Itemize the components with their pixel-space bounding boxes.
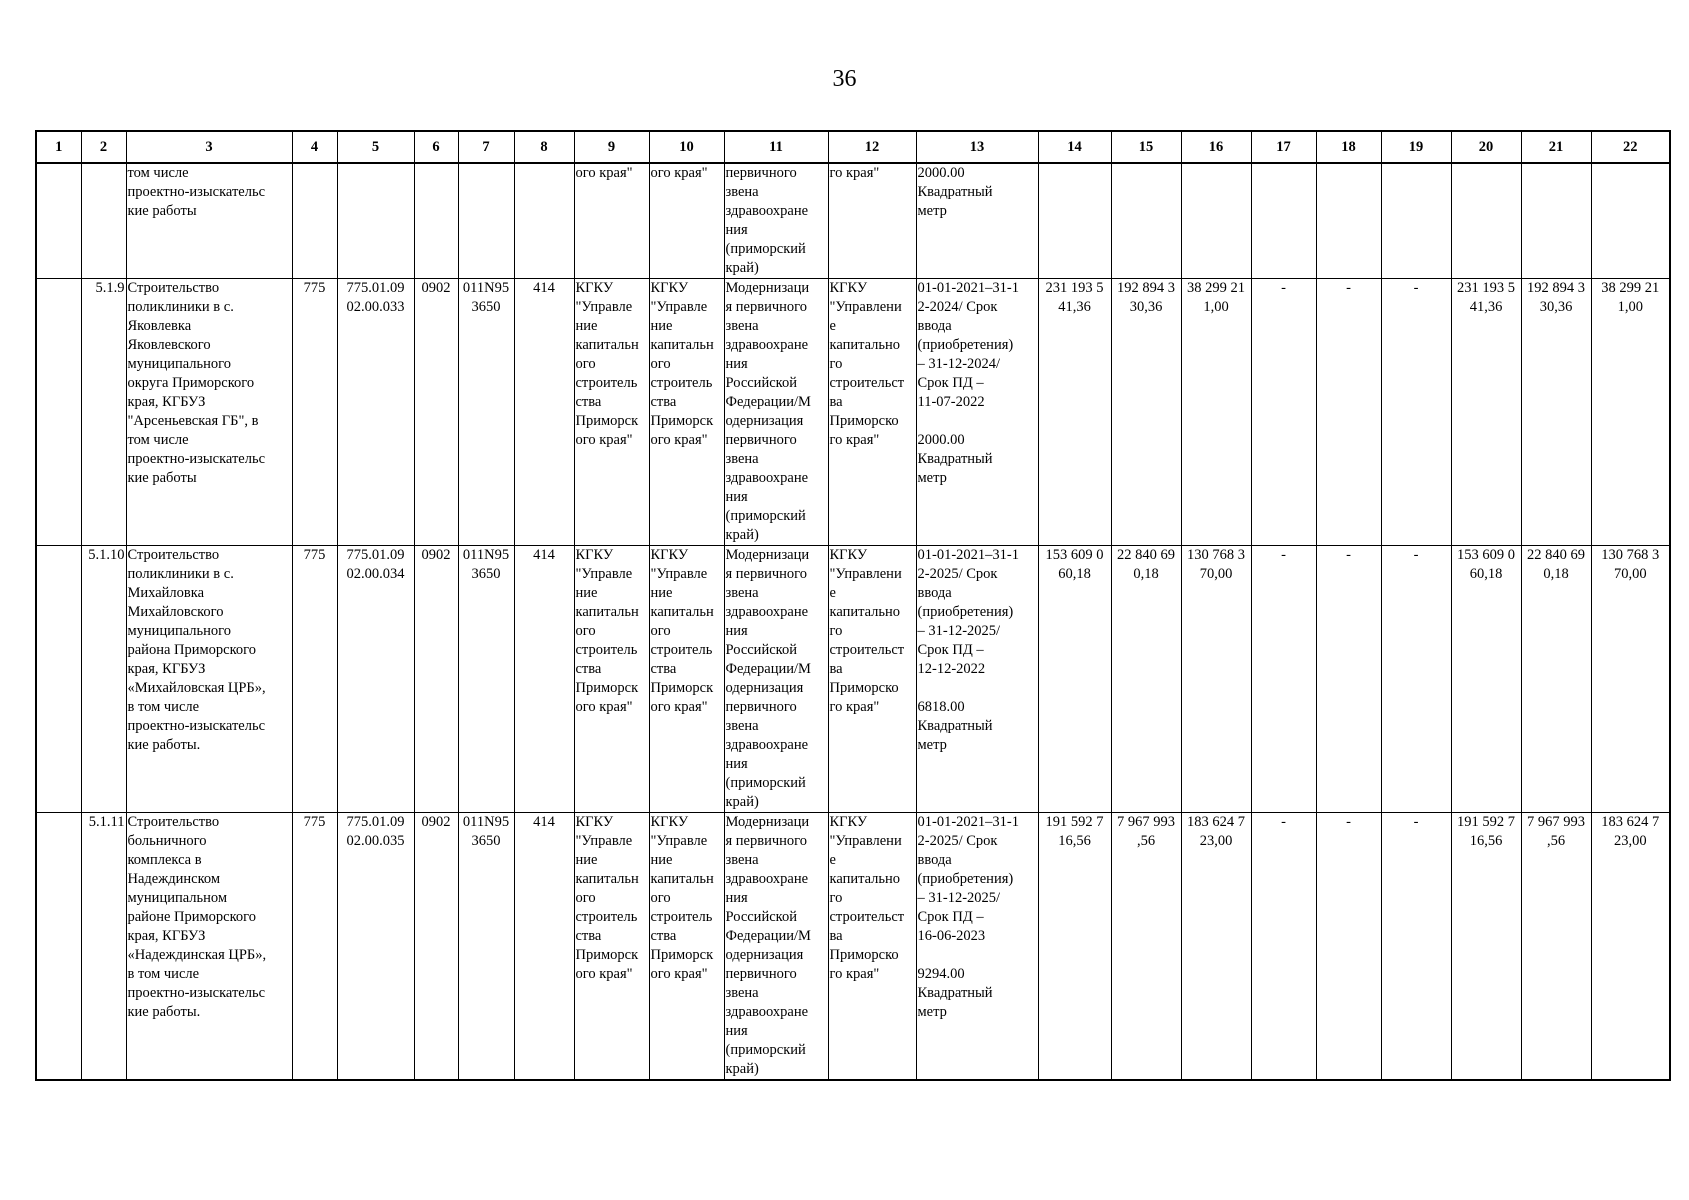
column-header-18: 18 [1316,131,1381,163]
column-header-7: 7 [458,131,514,163]
cell-col-10: КГКУ "Управле ние капитальн ого строитель ства Приморск ого края" [649,546,724,813]
cell-col-21: 192 894 3 30,36 [1521,279,1591,546]
column-header-17: 17 [1251,131,1316,163]
column-header-20: 20 [1451,131,1521,163]
cell-col-2: 5.1.10 [81,546,126,813]
column-header-3: 3 [126,131,292,163]
column-header-16: 16 [1181,131,1251,163]
cell-col-8: 414 [514,813,574,1081]
cell-col-10: ого края" [649,163,724,279]
column-header-19: 19 [1381,131,1451,163]
table-row [36,163,1670,279]
cell-col-12: КГКУ "Управлени е капитально го строительст ва Приморско го края" [828,813,916,1081]
cell-col-7: 011N95 3650 [458,813,514,1081]
cell-col-2: 5.1.9 [81,279,126,546]
cell-col-18 [1316,163,1381,279]
cell-col-19: - [1381,813,1451,1081]
cell-col-13: 01-01-2021–31-1 2-2025/ Срок ввода (приобретения) – 31-12-2025/ Срок ПД – 16-06-2023 9294.00 Квадратный метр [916,813,1038,1081]
cell-col-6: 0902 [414,546,458,813]
cell-col-15: 22 840 69 0,18 [1111,546,1181,813]
header-row [36,131,1670,163]
column-header-14: 14 [1038,131,1111,163]
cell-col-7: 011N95 3650 [458,279,514,546]
page-number: 36 [832,66,857,92]
cell-col-11: Модернизаци я первичного звена здравоохране ния Российской Федерации/М одернизация первичного звена здравоохране ния (приморский край) [724,813,828,1081]
cell-col-17: - [1251,279,1316,546]
cell-col-16: 38 299 21 1,00 [1181,279,1251,546]
table-row [36,546,1670,813]
cell-col-6: 0902 [414,279,458,546]
cell-col-1 [36,813,81,1081]
column-header-2: 2 [81,131,126,163]
table-row [36,279,1670,546]
cell-col-9: ого края" [574,163,649,279]
cell-col-20 [1451,163,1521,279]
cell-col-13: 01-01-2021–31-1 2-2025/ Срок ввода (приобретения) – 31-12-2025/ Срок ПД – 12-12-2022 6818.00 Квадратный метр [916,546,1038,813]
cell-col-14: 191 592 7 16,56 [1038,813,1111,1081]
cell-col-17: - [1251,813,1316,1081]
column-header-9: 9 [574,131,649,163]
cell-col-22: 38 299 21 1,00 [1591,279,1670,546]
cell-col-19: - [1381,279,1451,546]
cell-col-5: 775.01.09 02.00.033 [337,279,414,546]
cell-col-5: 775.01.09 02.00.034 [337,546,414,813]
cell-col-20: 191 592 7 16,56 [1451,813,1521,1081]
cell-col-18: - [1316,813,1381,1081]
table-row [36,813,1670,1081]
column-header-1: 1 [36,131,81,163]
cell-col-8: 414 [514,279,574,546]
cell-col-8 [514,163,574,279]
cell-col-10: КГКУ "Управле ние капитальн ого строитель ства Приморск ого края" [649,813,724,1081]
cell-col-2 [81,163,126,279]
cell-col-11: первичного звена здравоохране ния (приморский край) [724,163,828,279]
cell-col-22: 130 768 3 70,00 [1591,546,1670,813]
cell-col-17 [1251,163,1316,279]
cell-col-1 [36,279,81,546]
cell-col-4: 775 [292,279,337,546]
cell-col-1 [36,546,81,813]
cell-col-3: том числе проектно-изыскательс кие работы [126,163,292,279]
column-header-6: 6 [414,131,458,163]
cell-col-15 [1111,163,1181,279]
cell-col-12: КГКУ "Управлени е капитально го строительст ва Приморско го края" [828,279,916,546]
cell-col-21: 7 967 993 ,56 [1521,813,1591,1081]
cell-col-9: КГКУ "Управле ние капитальн ого строитель ства Приморск ого края" [574,813,649,1081]
cell-col-12: го края" [828,163,916,279]
cell-col-18: - [1316,279,1381,546]
column-header-4: 4 [292,131,337,163]
cell-col-3: Строительство поликлиники в с. Михайловка Михайловского муниципального района Приморского края, КГБУЗ «Михайловская ЦРБ», в том числе проектно-изыскательс кие работы. [126,546,292,813]
cell-col-17: - [1251,546,1316,813]
cell-col-22: 183 624 7 23,00 [1591,813,1670,1081]
cell-col-6: 0902 [414,813,458,1081]
cell-col-16: 183 624 7 23,00 [1181,813,1251,1081]
cell-col-6 [414,163,458,279]
cell-col-20: 153 609 0 60,18 [1451,546,1521,813]
cell-col-9: КГКУ "Управле ние капитальн ого строитель ства Приморск ого края" [574,546,649,813]
cell-col-4: 775 [292,546,337,813]
cell-col-4 [292,163,337,279]
column-header-12: 12 [828,131,916,163]
cell-col-20: 231 193 5 41,36 [1451,279,1521,546]
cell-col-3: Строительство больничного комплекса в Надеждинском муниципальном районе Приморского края, КГБУЗ «Надеждинская ЦРБ», в том числе проектно-изыскательс кие работы. [126,813,292,1081]
cell-col-21: 22 840 69 0,18 [1521,546,1591,813]
cell-col-3: Строительство поликлиники в с. Яковлевка Яковлевского муниципального округа Приморского края, КГБУЗ "Арсеньевская ГБ", в том числе проектно-изыскательс кие работы [126,279,292,546]
cell-col-11: Модернизаци я первичного звена здравоохране ния Российской Федерации/М одернизация первичного звена здравоохране ния (приморский край) [724,546,828,813]
cell-col-15: 192 894 3 30,36 [1111,279,1181,546]
cell-col-1 [36,163,81,279]
cell-col-9: КГКУ "Управле ние капитальн ого строитель ства Приморск ого края" [574,279,649,546]
cell-col-11: Модернизаци я первичного звена здравоохране ния Российской Федерации/М одернизация первичного звена здравоохране ния (приморский край) [724,279,828,546]
cell-col-16: 130 768 3 70,00 [1181,546,1251,813]
cell-col-12: КГКУ "Управлени е капитально го строительст ва Приморско го края" [828,546,916,813]
cell-col-2: 5.1.11 [81,813,126,1081]
column-header-13: 13 [916,131,1038,163]
cell-col-13: 01-01-2021–31-1 2-2024/ Срок ввода (приобретения) – 31-12-2024/ Срок ПД – 11-07-2022 2000.00 Квадратный метр [916,279,1038,546]
budget-table [35,130,1671,1081]
cell-col-8: 414 [514,546,574,813]
cell-col-14: 153 609 0 60,18 [1038,546,1111,813]
cell-col-5 [337,163,414,279]
column-header-15: 15 [1111,131,1181,163]
column-header-11: 11 [724,131,828,163]
cell-col-10: КГКУ "Управле ние капитальн ого строитель ства Приморск ого края" [649,279,724,546]
column-header-8: 8 [514,131,574,163]
column-header-22: 22 [1591,131,1670,163]
cell-col-7: 011N95 3650 [458,546,514,813]
column-header-5: 5 [337,131,414,163]
cell-col-7 [458,163,514,279]
cell-col-13: 2000.00 Квадратный метр [916,163,1038,279]
column-header-21: 21 [1521,131,1591,163]
cell-col-15: 7 967 993 ,56 [1111,813,1181,1081]
cell-col-19 [1381,163,1451,279]
column-header-10: 10 [649,131,724,163]
cell-col-21 [1521,163,1591,279]
cell-col-18: - [1316,546,1381,813]
cell-col-14: 231 193 5 41,36 [1038,279,1111,546]
cell-col-22 [1591,163,1670,279]
cell-col-16 [1181,163,1251,279]
cell-col-4: 775 [292,813,337,1081]
cell-col-14 [1038,163,1111,279]
cell-col-19: - [1381,546,1451,813]
cell-col-5: 775.01.09 02.00.035 [337,813,414,1081]
